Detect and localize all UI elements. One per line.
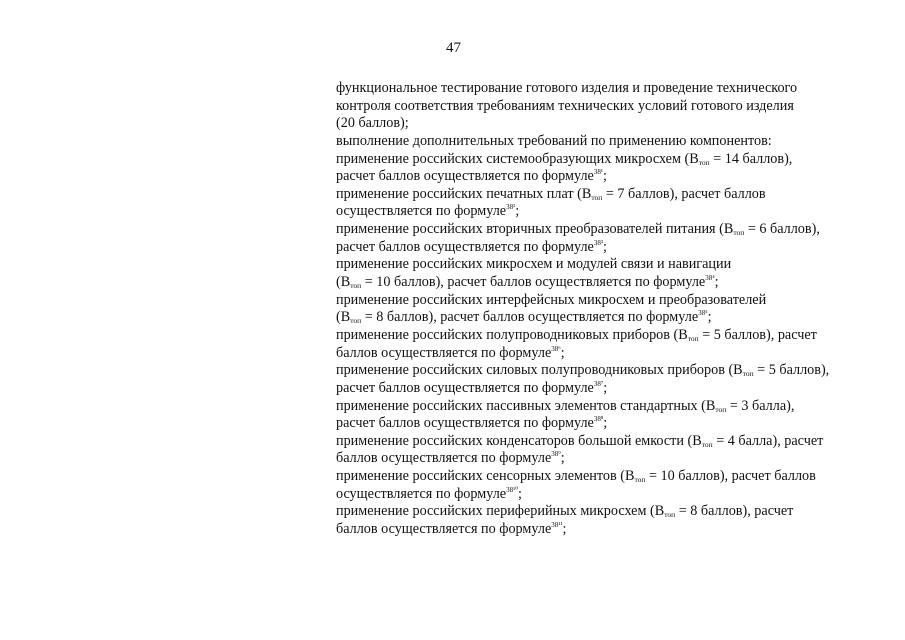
document-body [336,80,896,539]
text-segment: применение российских печатных плат (В [336,185,592,202]
text-segment: осуществляется по формуле [336,203,507,220]
text-segment: ; [602,168,607,185]
text-line [336,203,896,221]
text-segment: ; [714,274,719,291]
text-segment: применение российских пассивных элементов стандартных (В [336,397,716,414]
formula-reference: 38² [506,203,516,212]
text-segment: ; [602,238,607,255]
text-segment: = 10 баллов), расчет баллов осуществляется по формуле [361,274,706,291]
text-segment: расчет баллов осуществляется по формуле [336,238,594,255]
text-segment: функциональное тестирование готового изделия и проведение технического [336,80,798,96]
text-line [336,151,896,169]
text-line [336,239,896,257]
formula-reference: 38⁹ [551,450,561,459]
formula-reference: 38¹⁰ [506,485,519,494]
formula-reference: 38⁴ [705,274,715,283]
text-segment: = 10 баллов), расчет баллов [645,468,816,485]
text-segment: ; [562,521,567,538]
text-segment: применение российских полупроводниковых приборов (В [336,326,688,343]
text-segment: контроля соответствия требованиям технических условий готового изделия [336,97,794,114]
text-segment: = 14 баллов), [709,150,793,167]
text-segment: ; [515,203,520,220]
text-segment: ; [560,344,565,361]
text-segment: выполнение дополнительных требований по применению компонентов: [336,132,772,149]
formula-reference: 38⁶ [551,344,561,353]
text-line [336,345,896,363]
formula-reference: 38⁷ [593,379,604,388]
text-segment: ; [707,309,712,326]
subscript-text: топ [634,475,646,485]
text-line [336,450,896,468]
text-line [336,398,896,416]
text-line [336,327,896,345]
text-segment: = 5 баллов), расчет [698,326,817,343]
formula-reference: 38⁵ [698,309,708,318]
text-segment: применение российских силовых полупроводниковых приборов (В [336,362,743,379]
text-segment: ; [603,415,608,432]
formula-reference: 38¹¹ [551,521,563,530]
subscript-text: топ [350,316,362,326]
text-line [336,221,896,239]
text-segment: применение российских интерфейсных микросхем и преобразователей [336,291,767,308]
text-segment: баллов осуществляется по формуле [336,521,552,538]
text-segment: ; [560,450,565,467]
text-line [336,98,896,116]
subscript-text: топ [350,281,362,291]
text-segment: применение российских системообразующих микросхем (В [336,150,699,167]
subscript-text: топ [742,369,754,379]
text-segment: = 4 балла), расчет [712,432,824,449]
text-segment: расчет баллов осуществляется по формуле [336,415,594,432]
text-segment: = 3 балла), [726,397,795,414]
subscript-text: топ [687,333,699,343]
text-segment: ; [603,379,608,396]
text-segment: (В [336,309,351,326]
text-segment: применение российских вторичных преобразователей питания (В [336,221,734,238]
subscript-text: топ [664,510,676,520]
text-segment: = 8 баллов), расчет [675,503,794,520]
subscript-text: топ [715,404,727,414]
text-line [336,380,896,398]
text-line [336,362,896,380]
text-segment: = 6 баллов), [744,221,820,238]
text-line [336,256,896,274]
text-segment: расчет баллов осуществляется по формуле [336,168,594,185]
text-line [336,468,896,486]
text-segment: = 8 баллов), расчет баллов осуществляется по формуле [361,309,699,326]
formula-reference: 38¹ [593,168,603,177]
subscript-text: топ [701,439,713,449]
text-line [336,486,896,504]
text-segment: = 5 баллов), [753,362,830,379]
subscript-text: топ [733,228,745,238]
text-segment: применение российских периферийных микросхем (В [336,503,665,520]
subscript-text: топ [591,192,603,202]
page-number: 47 [446,40,461,56]
text-line [336,521,896,539]
text-segment: баллов осуществляется по формуле [336,344,552,361]
text-line [336,415,896,433]
text-segment: ; [518,485,522,502]
text-line [336,503,896,521]
text-line [336,433,896,451]
text-line [336,292,896,310]
text-line [336,115,896,133]
text-segment: расчет баллов осуществляется по формуле [336,379,594,396]
text-line [336,274,896,292]
text-segment: баллов осуществляется по формуле [336,450,552,467]
text-line [336,168,896,186]
text-segment: = 7 баллов), расчет баллов [602,185,766,202]
text-segment: (В [336,274,351,291]
text-line [336,186,896,204]
subscript-text: топ [698,157,710,167]
formula-reference: 38³ [593,238,603,247]
text-segment: (20 баллов); [336,115,409,132]
text-segment: применение российских микросхем и модулей связи и навигации [336,256,732,273]
formula-reference: 38⁸ [593,415,604,424]
text-line [336,309,896,327]
text-line [336,133,896,151]
text-line [336,80,896,98]
text-segment: осуществляется по формуле [336,485,507,502]
text-segment: применение российских конденсаторов большой емкости (В [336,432,702,449]
text-segment: применение российских сенсорных элементов (В [336,468,635,485]
